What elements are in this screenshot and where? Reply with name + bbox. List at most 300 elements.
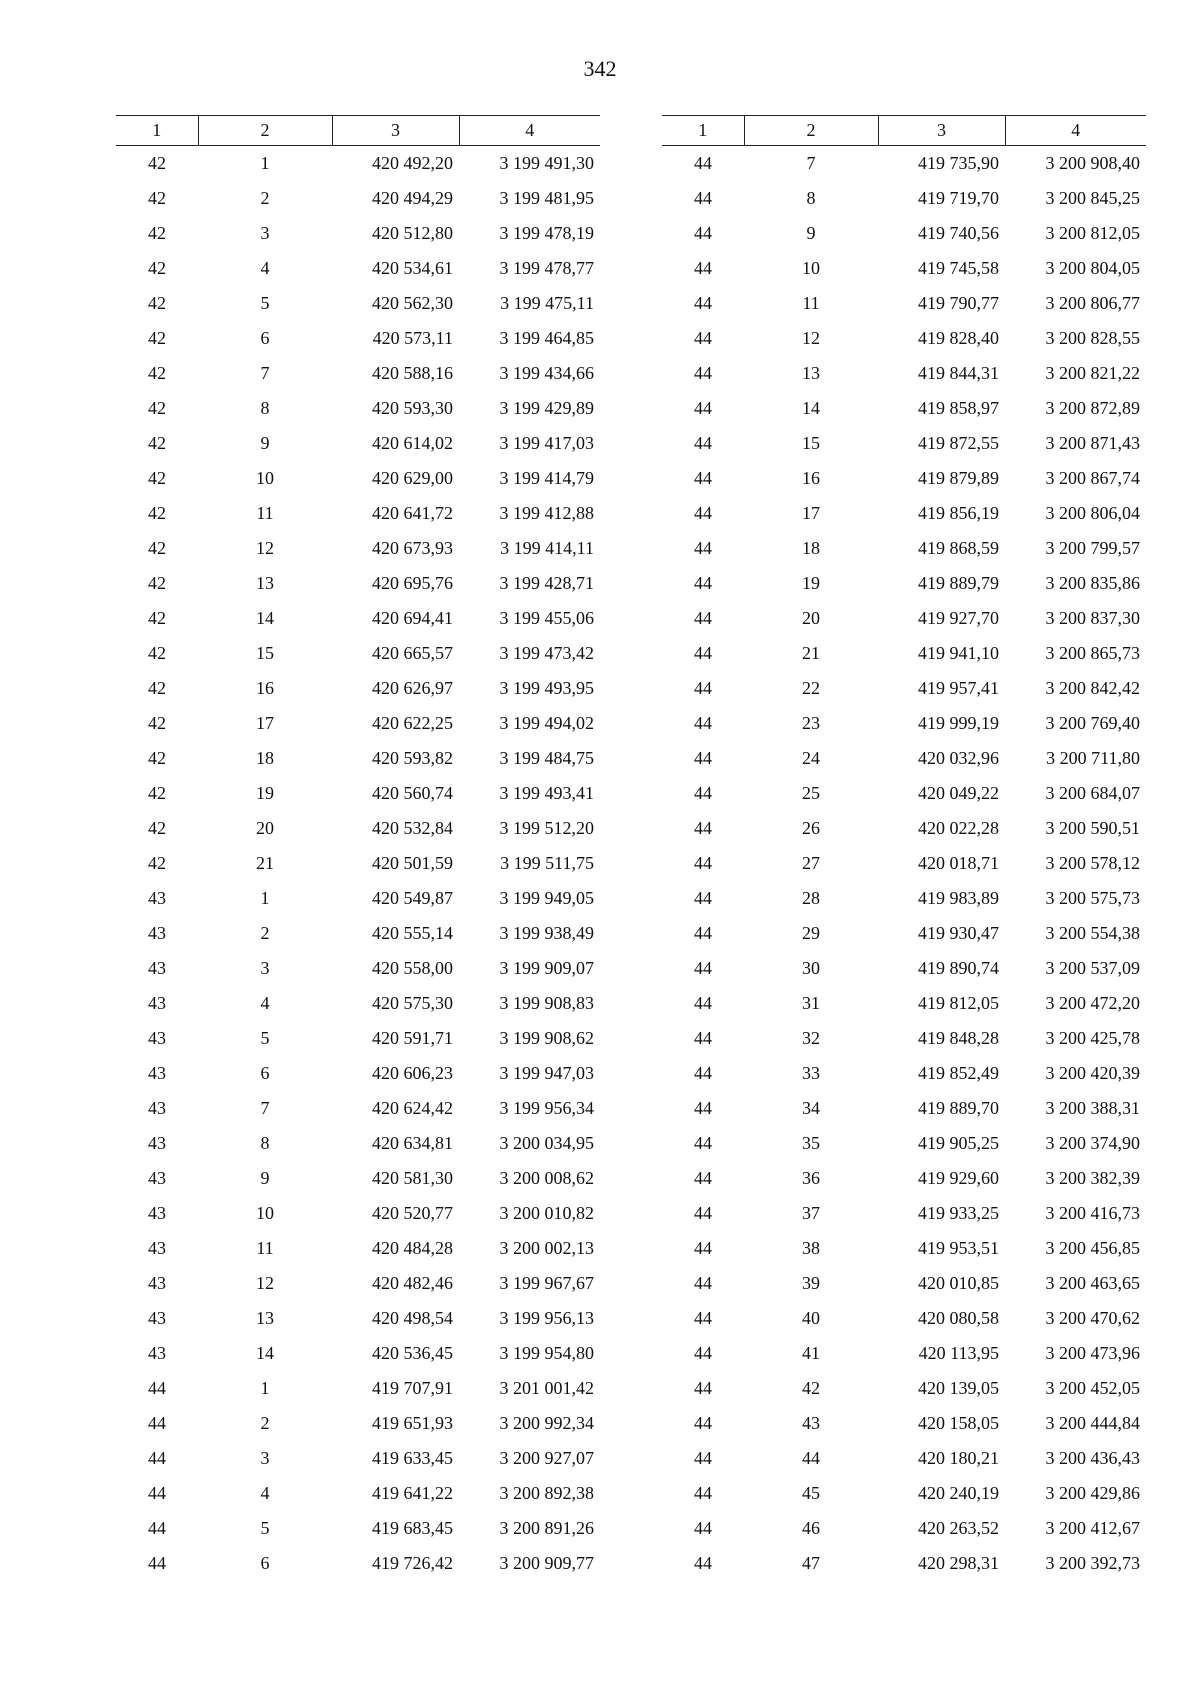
table-cell-col-4: 3 200 867,74 <box>1045 468 1140 488</box>
table-cell-col-3: 420 558,00 <box>372 958 453 978</box>
table-cell-col-4: 3 200 842,42 <box>1045 678 1140 698</box>
table-cell-col-2: 15 <box>802 433 820 453</box>
table-cell-col-2: 39 <box>802 1273 820 1293</box>
table-cell-col-4: 3 200 034,95 <box>499 1133 594 1153</box>
table-cell-col-2: 44 <box>802 1448 820 1468</box>
table-cell-col-4: 3 199 947,03 <box>499 1063 594 1083</box>
table-cell-col-1: 43 <box>148 1098 166 1118</box>
table-cell-col-1: 44 <box>694 1378 712 1398</box>
column-header-1: 1 <box>662 116 744 146</box>
table-cell-col-2: 43 <box>802 1413 820 1433</box>
table-cell-col-3: 420 606,23 <box>372 1063 453 1083</box>
table-row <box>662 881 1146 916</box>
table-cell-col-1: 43 <box>148 1063 166 1083</box>
table-row <box>662 951 1146 986</box>
table-cell-col-3: 420 591,71 <box>372 1028 453 1048</box>
table-cell-col-2: 17 <box>802 503 820 523</box>
table-cell-col-4: 3 199 493,95 <box>499 678 594 698</box>
table-cell-col-1: 43 <box>148 1343 166 1363</box>
table-row <box>116 1021 600 1056</box>
table-cell-col-1: 44 <box>694 1098 712 1118</box>
table-row <box>662 251 1146 286</box>
table-cell-col-1: 44 <box>694 1308 712 1328</box>
table-cell-col-2: 11 <box>802 293 820 313</box>
table-cell-col-2: 26 <box>802 818 820 838</box>
table-cell-col-4: 3 200 575,73 <box>1045 888 1140 908</box>
table-cell-col-3: 420 512,80 <box>372 223 453 243</box>
table-cell-col-4: 3 200 392,73 <box>1045 1553 1140 1573</box>
table-header-row <box>662 116 1146 146</box>
table-cell-col-4: 3 199 967,67 <box>499 1273 594 1293</box>
table-cell-col-4: 3 200 008,62 <box>499 1168 594 1188</box>
table-cell-col-1: 42 <box>148 573 166 593</box>
table-cell-col-4: 3 200 871,43 <box>1045 433 1140 453</box>
table-row <box>662 461 1146 496</box>
table-row <box>662 286 1146 321</box>
table-cell-col-3: 420 139,05 <box>918 1378 999 1398</box>
table-cell-col-4: 3 199 434,66 <box>499 363 594 383</box>
table-row <box>662 1441 1146 1476</box>
table-row <box>116 1441 600 1476</box>
table-row <box>116 321 600 356</box>
table-row <box>116 811 600 846</box>
table-cell-col-4: 3 199 417,03 <box>499 433 594 453</box>
table-cell-col-2: 2 <box>260 923 270 943</box>
table-cell-col-4: 3 199 414,79 <box>499 468 594 488</box>
table-cell-col-1: 44 <box>694 1028 712 1048</box>
table-cell-col-4: 3 199 491,30 <box>499 153 594 173</box>
table-cell-col-3: 420 593,30 <box>372 398 453 418</box>
table-cell-col-1: 42 <box>148 643 166 663</box>
table-row <box>662 986 1146 1021</box>
table-cell-col-4: 3 199 956,13 <box>499 1308 594 1328</box>
table-row <box>116 251 600 286</box>
table-cell-col-3: 419 889,70 <box>918 1098 999 1118</box>
table-row <box>116 461 600 496</box>
table-cell-col-2: 1 <box>260 153 270 173</box>
table-cell-col-3: 419 999,19 <box>918 713 999 733</box>
table-row <box>662 811 1146 846</box>
table-row <box>662 531 1146 566</box>
table-row <box>662 426 1146 461</box>
table-row <box>662 636 1146 671</box>
table-cell-col-2: 38 <box>802 1238 820 1258</box>
table-cell-col-1: 42 <box>148 538 166 558</box>
table-cell-col-1: 44 <box>694 573 712 593</box>
table-cell-col-1: 43 <box>148 958 166 978</box>
table-cell-col-4: 3 199 909,07 <box>499 958 594 978</box>
table-row <box>662 601 1146 636</box>
table-row <box>662 1231 1146 1266</box>
table-cell-col-2: 19 <box>256 783 274 803</box>
table-row <box>116 986 600 1021</box>
table-cell-col-1: 44 <box>694 188 712 208</box>
table-cell-col-1: 44 <box>694 643 712 663</box>
page-number: 342 <box>583 56 617 81</box>
table-cell-col-1: 44 <box>694 1518 712 1538</box>
table-cell-col-4: 3 200 835,86 <box>1045 573 1140 593</box>
table-cell-col-3: 420 180,21 <box>918 1448 999 1468</box>
table-row <box>662 1021 1146 1056</box>
table-cell-col-1: 44 <box>694 258 712 278</box>
table-row <box>116 1371 600 1406</box>
table-cell-col-3: 419 890,74 <box>918 958 999 978</box>
table-cell-col-1: 44 <box>694 853 712 873</box>
table-cell-col-3: 420 562,30 <box>372 293 453 313</box>
table-row <box>116 1301 600 1336</box>
table-cell-col-2: 20 <box>802 608 820 628</box>
table-cell-col-3: 419 790,77 <box>918 293 999 313</box>
table-cell-col-1: 44 <box>148 1378 166 1398</box>
table-row <box>116 286 600 321</box>
table-cell-col-4: 3 199 464,85 <box>499 328 594 348</box>
table-cell-col-2: 19 <box>802 573 820 593</box>
table-cell-col-2: 9 <box>260 1168 270 1188</box>
table-cell-col-4: 3 200 382,39 <box>1045 1168 1140 1188</box>
table-cell-col-3: 420 665,57 <box>372 643 453 663</box>
table-cell-col-2: 18 <box>256 748 274 768</box>
table-row <box>116 1231 600 1266</box>
table-cell-col-4: 3 199 455,06 <box>499 608 594 628</box>
table-row <box>116 531 600 566</box>
table-row <box>662 496 1146 531</box>
table-cell-col-4: 3 199 428,71 <box>499 573 594 593</box>
table-cell-col-1: 43 <box>148 1133 166 1153</box>
table-cell-col-1: 42 <box>148 468 166 488</box>
table-cell-col-3: 420 520,77 <box>372 1203 453 1223</box>
table-cell-col-4: 3 200 010,82 <box>499 1203 594 1223</box>
table-cell-col-1: 42 <box>148 223 166 243</box>
table-row <box>116 181 600 216</box>
table-cell-col-4: 3 200 002,13 <box>499 1238 594 1258</box>
table-cell-col-4: 3 199 908,83 <box>499 993 594 1013</box>
table-cell-col-2: 31 <box>802 993 820 1013</box>
table-cell-col-3: 420 534,61 <box>372 258 453 278</box>
table-cell-col-4: 3 200 425,78 <box>1045 1028 1140 1048</box>
table-row <box>662 356 1146 391</box>
table-cell-col-1: 43 <box>148 923 166 943</box>
table-cell-col-3: 420 010,85 <box>918 1273 999 1293</box>
table-cell-col-2: 29 <box>802 923 820 943</box>
table-row <box>662 1336 1146 1371</box>
table-row <box>662 181 1146 216</box>
table-cell-col-4: 3 199 956,34 <box>499 1098 594 1118</box>
table-cell-col-2: 46 <box>802 1518 820 1538</box>
table-cell-col-3: 419 927,70 <box>918 608 999 628</box>
table-cell-col-4: 3 200 711,80 <box>1046 748 1140 768</box>
table-cell-col-4: 3 200 684,07 <box>1045 783 1140 803</box>
table-row <box>116 1546 600 1581</box>
table-cell-col-1: 42 <box>148 748 166 768</box>
table-cell-col-3: 419 828,40 <box>918 328 999 348</box>
table-cell-col-3: 420 549,87 <box>372 888 453 908</box>
table-cell-col-3: 420 298,31 <box>918 1553 999 1573</box>
table-cell-col-4: 3 200 412,67 <box>1045 1518 1140 1538</box>
table-cell-col-4: 3 200 812,05 <box>1045 223 1140 243</box>
table-cell-col-2: 17 <box>256 713 274 733</box>
table-row <box>662 1511 1146 1546</box>
table-cell-col-2: 42 <box>802 1378 820 1398</box>
table-cell-col-3: 420 629,00 <box>372 468 453 488</box>
table-row <box>662 1546 1146 1581</box>
table-cell-col-2: 3 <box>260 958 270 978</box>
table-cell-col-2: 41 <box>802 1343 820 1363</box>
table-cell-col-3: 420 581,30 <box>372 1168 453 1188</box>
table-cell-col-3: 420 532,84 <box>372 818 453 838</box>
table-cell-col-3: 420 536,45 <box>372 1343 453 1363</box>
table-row <box>116 1266 600 1301</box>
table-row <box>662 1161 1146 1196</box>
table-row <box>662 1476 1146 1511</box>
table-cell-col-3: 420 018,71 <box>918 853 999 873</box>
table-cell-col-3: 419 879,89 <box>918 468 999 488</box>
table-row <box>116 1056 600 1091</box>
table-cell-col-1: 42 <box>148 783 166 803</box>
table-cell-col-2: 7 <box>260 363 270 383</box>
table-cell-col-3: 419 889,79 <box>918 573 999 593</box>
table-cell-col-1: 44 <box>694 223 712 243</box>
table-cell-col-3: 419 745,58 <box>918 258 999 278</box>
table-cell-col-3: 420 501,59 <box>372 853 453 873</box>
table-row <box>116 1196 600 1231</box>
table-row <box>116 566 600 601</box>
table-cell-col-4: 3 199 478,19 <box>499 223 594 243</box>
table-cell-col-3: 420 263,52 <box>918 1518 999 1538</box>
table-row <box>116 1406 600 1441</box>
table-cell-col-3: 419 651,93 <box>372 1413 453 1433</box>
table-cell-col-2: 9 <box>806 223 816 243</box>
table-cell-col-1: 44 <box>694 923 712 943</box>
table-row <box>116 601 600 636</box>
table-row <box>662 741 1146 776</box>
table-cell-col-1: 44 <box>694 153 712 173</box>
table-body-right <box>662 146 1146 1582</box>
table-cell-col-3: 419 856,19 <box>918 503 999 523</box>
table-cell-col-3: 419 719,70 <box>918 188 999 208</box>
table-cell-col-3: 420 494,29 <box>372 188 453 208</box>
table-cell-col-1: 44 <box>148 1483 166 1503</box>
table-cell-col-4: 3 199 494,02 <box>499 713 594 733</box>
table-cell-col-3: 420 113,95 <box>918 1343 999 1363</box>
table-cell-col-3: 419 848,28 <box>918 1028 999 1048</box>
table-cell-col-3: 420 158,05 <box>918 1413 999 1433</box>
table-cell-col-1: 44 <box>694 993 712 1013</box>
table-row <box>662 1091 1146 1126</box>
table-cell-col-3: 419 683,45 <box>372 1518 453 1538</box>
table-row <box>116 216 600 251</box>
table-cell-col-2: 45 <box>802 1483 820 1503</box>
table-row <box>662 216 1146 251</box>
table-row <box>116 916 600 951</box>
table-cell-col-3: 420 641,72 <box>372 503 453 523</box>
table-cell-col-3: 419 933,25 <box>918 1203 999 1223</box>
table-cell-col-3: 420 498,54 <box>372 1308 453 1328</box>
table-cell-col-2: 4 <box>260 258 270 278</box>
table-cell-col-4: 3 200 436,43 <box>1045 1448 1140 1468</box>
table-cell-col-3: 420 555,14 <box>372 923 453 943</box>
table-cell-col-2: 4 <box>260 1483 270 1503</box>
table-cell-col-1: 44 <box>694 608 712 628</box>
table-cell-col-2: 14 <box>256 608 274 628</box>
table-cell-col-4: 3 199 478,77 <box>499 258 594 278</box>
table-cell-col-2: 13 <box>256 573 274 593</box>
table-cell-col-2: 15 <box>256 643 274 663</box>
table-cell-col-2: 13 <box>802 363 820 383</box>
table-cell-col-4: 3 200 909,77 <box>499 1553 594 1573</box>
column-header-2: 2 <box>198 116 332 146</box>
table-cell-col-3: 419 735,90 <box>918 153 999 173</box>
table-cell-col-4: 3 200 473,96 <box>1045 1343 1140 1363</box>
table-cell-col-2: 16 <box>256 678 274 698</box>
table-cell-col-2: 33 <box>802 1063 820 1083</box>
table-cell-col-1: 42 <box>148 398 166 418</box>
table-cell-col-2: 47 <box>802 1553 820 1573</box>
table-cell-col-1: 44 <box>148 1448 166 1468</box>
table-row <box>116 881 600 916</box>
table-row <box>662 566 1146 601</box>
table-cell-col-2: 11 <box>256 503 274 523</box>
table-cell-col-1: 44 <box>694 1413 712 1433</box>
table-cell-col-2: 3 <box>260 223 270 243</box>
table-cell-col-3: 419 905,25 <box>918 1133 999 1153</box>
table-cell-col-2: 3 <box>260 1448 270 1468</box>
table-cell-col-3: 420 032,96 <box>918 748 999 768</box>
table-cell-col-2: 32 <box>802 1028 820 1048</box>
table-cell-col-2: 7 <box>806 153 816 173</box>
table-cell-col-3: 420 484,28 <box>372 1238 453 1258</box>
table-row <box>116 846 600 881</box>
table-cell-col-2: 10 <box>256 468 274 488</box>
table-cell-col-1: 42 <box>148 608 166 628</box>
table-cell-col-1: 42 <box>148 293 166 313</box>
table-cell-col-4: 3 199 954,80 <box>499 1343 594 1363</box>
table-cell-col-4: 3 200 865,73 <box>1045 643 1140 663</box>
table-row <box>662 1266 1146 1301</box>
table-cell-col-2: 23 <box>802 713 820 733</box>
table-cell-col-4: 3 200 472,20 <box>1045 993 1140 1013</box>
table-cell-col-1: 42 <box>148 713 166 733</box>
table-row <box>662 146 1146 182</box>
table-cell-col-3: 419 941,10 <box>918 643 999 663</box>
table-cell-col-2: 7 <box>260 1098 270 1118</box>
table-cell-col-3: 420 560,74 <box>372 783 453 803</box>
table-cell-col-2: 14 <box>256 1343 274 1363</box>
table-cell-col-4: 3 200 837,30 <box>1045 608 1140 628</box>
table-cell-col-2: 21 <box>802 643 820 663</box>
table-row <box>662 1126 1146 1161</box>
table-cell-col-4: 3 200 470,62 <box>1045 1308 1140 1328</box>
table-cell-col-2: 25 <box>802 783 820 803</box>
table-cell-col-1: 42 <box>148 818 166 838</box>
table-cell-col-1: 44 <box>694 328 712 348</box>
table-cell-col-4: 3 200 799,57 <box>1045 538 1140 558</box>
table-cell-col-2: 12 <box>802 328 820 348</box>
table-cell-col-3: 420 614,02 <box>372 433 453 453</box>
table-cell-col-2: 4 <box>260 993 270 1013</box>
table-cell-col-4: 3 200 420,39 <box>1045 1063 1140 1083</box>
column-header-1: 1 <box>116 116 198 146</box>
table-cell-col-1: 43 <box>148 1168 166 1188</box>
table-cell-col-1: 43 <box>148 1238 166 1258</box>
table-cell-col-1: 44 <box>694 1063 712 1083</box>
table-cell-col-1: 44 <box>694 678 712 698</box>
table-cell-col-4: 3 200 804,05 <box>1045 258 1140 278</box>
table-cell-col-4: 3 200 927,07 <box>499 1448 594 1468</box>
table-cell-col-2: 12 <box>256 538 274 558</box>
table-cell-col-4: 3 200 388,31 <box>1045 1098 1140 1118</box>
table-cell-col-4: 3 199 473,42 <box>499 643 594 663</box>
table-cell-col-3: 419 641,22 <box>372 1483 453 1503</box>
table-cell-col-1: 44 <box>694 1203 712 1223</box>
table-cell-col-2: 16 <box>802 468 820 488</box>
table-cell-col-3: 420 588,16 <box>372 363 453 383</box>
table-cell-col-4: 3 200 806,04 <box>1045 503 1140 523</box>
table-cell-col-4: 3 200 828,55 <box>1045 328 1140 348</box>
table-cell-col-1: 44 <box>694 433 712 453</box>
table-row <box>662 321 1146 356</box>
table-row <box>662 1371 1146 1406</box>
table-cell-col-4: 3 199 938,49 <box>499 923 594 943</box>
table-cell-col-2: 14 <box>802 398 820 418</box>
table-cell-col-4: 3 201 001,42 <box>499 1378 594 1398</box>
table-cell-col-3: 419 868,59 <box>918 538 999 558</box>
table-row <box>662 1196 1146 1231</box>
table-row <box>116 356 600 391</box>
table-row <box>662 916 1146 951</box>
table-cell-col-4: 3 200 806,77 <box>1045 293 1140 313</box>
table-row <box>116 776 600 811</box>
table-row <box>662 1301 1146 1336</box>
table-row <box>662 1056 1146 1091</box>
column-header-2: 2 <box>744 116 878 146</box>
table-row <box>116 951 600 986</box>
table-cell-col-1: 43 <box>148 1273 166 1293</box>
table-cell-col-4: 3 200 429,86 <box>1045 1483 1140 1503</box>
column-header-3: 3 <box>878 116 1005 146</box>
table-cell-col-2: 9 <box>260 433 270 453</box>
table-cell-col-4: 3 200 578,12 <box>1045 853 1140 873</box>
table-cell-col-1: 42 <box>148 433 166 453</box>
table-cell-col-1: 44 <box>694 1168 712 1188</box>
table-cell-col-2: 35 <box>802 1133 820 1153</box>
table-row <box>662 846 1146 881</box>
table-cell-col-3: 420 694,41 <box>372 608 453 628</box>
table-cell-col-1: 43 <box>148 1203 166 1223</box>
table-cell-col-2: 6 <box>260 1553 270 1573</box>
table-cell-col-4: 3 200 444,84 <box>1045 1413 1140 1433</box>
table-cell-col-1: 42 <box>148 328 166 348</box>
table-cell-col-2: 5 <box>260 1028 270 1048</box>
table-cell-col-1: 44 <box>148 1413 166 1433</box>
table-cell-col-1: 44 <box>694 1553 712 1573</box>
table-row <box>116 146 600 182</box>
table-cell-col-2: 5 <box>260 1518 270 1538</box>
table-cell-col-2: 6 <box>260 328 270 348</box>
table-cell-col-4: 3 199 949,05 <box>499 888 594 908</box>
table-cell-col-2: 30 <box>802 958 820 978</box>
table-row <box>116 741 600 776</box>
table-cell-col-1: 43 <box>148 993 166 1013</box>
table-cell-col-2: 40 <box>802 1308 820 1328</box>
table-cell-col-2: 2 <box>260 1413 270 1433</box>
table-cell-col-3: 419 852,49 <box>918 1063 999 1083</box>
table-cell-col-2: 1 <box>260 1378 270 1398</box>
table-cell-col-3: 419 872,55 <box>918 433 999 453</box>
table-cell-col-1: 42 <box>148 853 166 873</box>
table-cell-col-4: 3 199 414,11 <box>500 538 594 558</box>
table-cell-col-3: 420 626,97 <box>372 678 453 698</box>
table-cell-col-3: 419 633,45 <box>372 1448 453 1468</box>
